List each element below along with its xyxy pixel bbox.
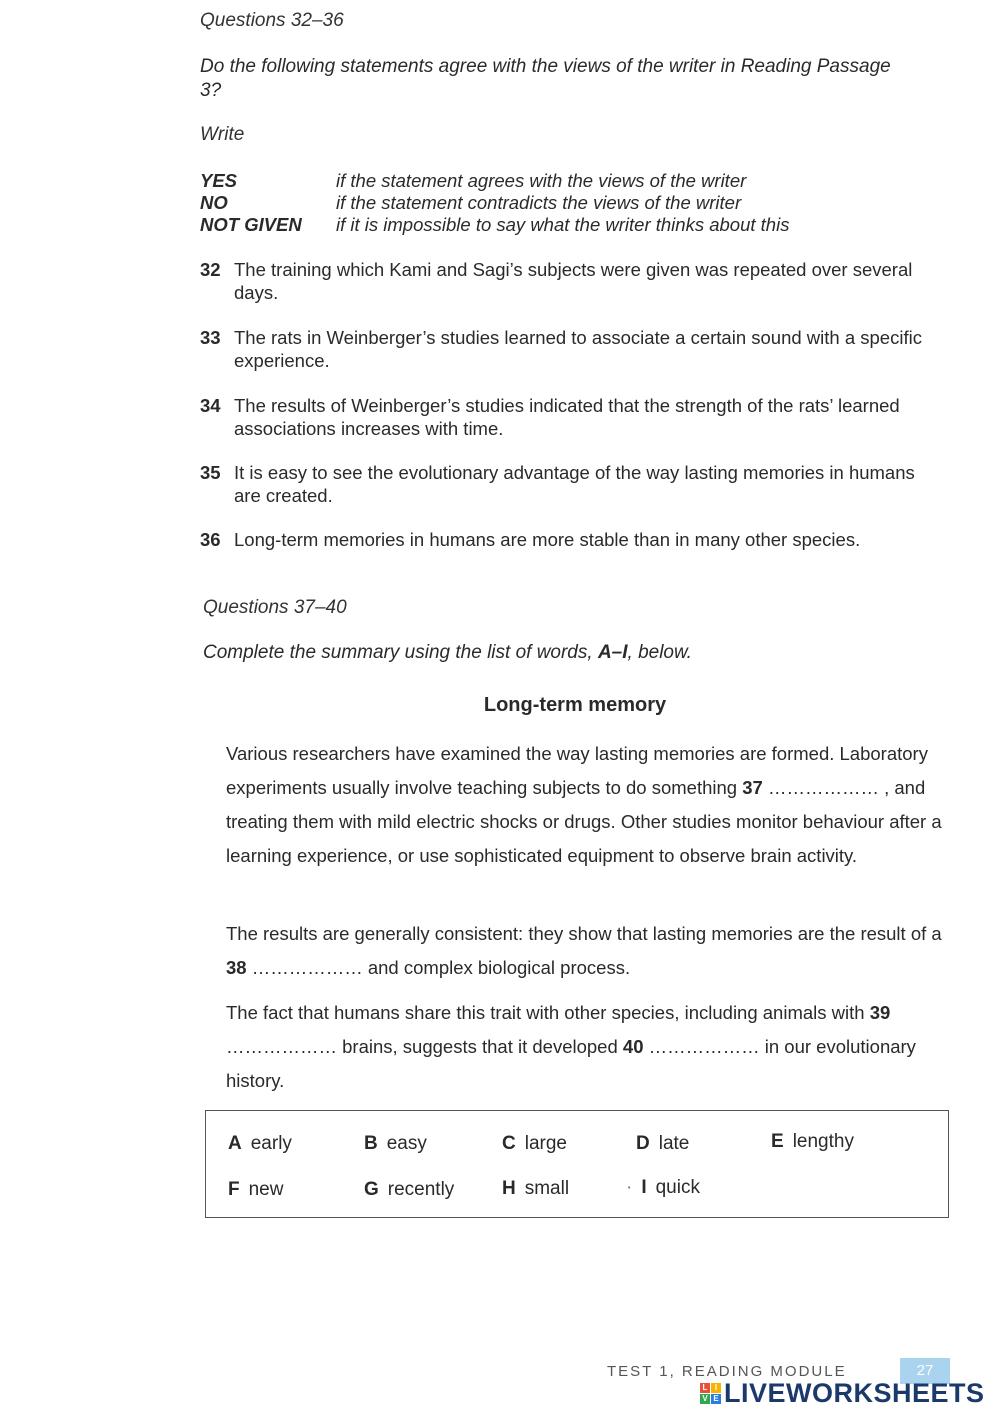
statement-number: 34 xyxy=(200,395,221,416)
statement-32 xyxy=(200,258,940,304)
key-desc: if it is impossible to say what the writer thinks about this xyxy=(336,214,790,235)
paragraph-text: and complex biological process. xyxy=(367,957,631,978)
key-term: NO xyxy=(200,192,228,213)
questions-37-40-heading: Questions 37–40 xyxy=(203,597,347,618)
paragraph-text: Various researchers have examined the way lasting memories are formed. Laboratory experiments usually involve teaching subjects to do something xyxy=(226,743,928,798)
option-i: · I quick xyxy=(626,1177,700,1198)
statement-text: The results of Weinberger’s studies indicated that the strength of the rats’ learned associations increases with time. xyxy=(234,395,900,439)
answer-blank-40[interactable]: ……………… xyxy=(648,1036,760,1057)
statement-34 xyxy=(200,394,940,440)
questions-32-36-heading: Questions 32–36 xyxy=(200,10,344,31)
page-number-badge: 27 xyxy=(900,1358,950,1384)
liveworksheets-brand-text: LIVEWORKSHEETS xyxy=(724,1378,985,1408)
summary-instruction xyxy=(203,641,903,665)
statement-text: Long-term memories in humans are more stable than in many other species. xyxy=(234,529,861,550)
word-list-box xyxy=(205,1110,949,1218)
statement-number: 32 xyxy=(200,259,221,280)
liveworksheets-icon: L I V E xyxy=(700,1383,721,1404)
instruction-range: A–I xyxy=(597,642,628,663)
instruction-text: Do the following statements agree with the views of the writer in Reading Passage 3? xyxy=(200,56,891,101)
summary-paragraph-3 xyxy=(226,996,946,1098)
question-number-38: 38 xyxy=(226,957,247,978)
answer-blank-38[interactable]: ……………… xyxy=(251,957,363,978)
paragraph-text: in our evolutionary history. xyxy=(226,1036,916,1091)
summary-paragraph-2 xyxy=(226,917,946,985)
statement-text: The rats in Weinberger’s studies learned to associate a certain sound with a specific experience. xyxy=(234,327,922,371)
key-row-yes xyxy=(200,170,789,192)
statement-number: 35 xyxy=(200,462,221,483)
option-g: G recently xyxy=(364,1179,455,1200)
option-h: H small xyxy=(502,1178,570,1199)
option-d: D late xyxy=(636,1133,690,1154)
statement-text: The training which Kami and Sagi’s subjects were given was repeated over several days. xyxy=(234,259,913,303)
answer-blank-39[interactable]: ……………… xyxy=(226,1036,337,1057)
paragraph-text: , and treating them with mild electric shocks or drugs. Other studies monitor behaviour after a learning experience, or use sophisticated equipment to observe brain activity. xyxy=(226,777,942,866)
summary-title: Long-term memory xyxy=(483,694,667,716)
paragraph-text: The results are generally consistent: they show that lasting memories are the result of a xyxy=(226,923,942,944)
option-e: E lengthy xyxy=(771,1131,854,1152)
key-row-no xyxy=(200,192,789,214)
write-label: Write xyxy=(200,124,245,145)
key-desc: if the statement contradicts the views of the writer xyxy=(336,192,742,213)
key-desc: if the statement agrees with the views of the writer xyxy=(336,170,747,191)
statement-36 xyxy=(200,528,940,551)
key-term: NOT GIVEN xyxy=(200,214,302,235)
key-row-not-given xyxy=(200,214,789,236)
option-f: F new xyxy=(228,1179,284,1200)
statement-number: 33 xyxy=(200,327,221,348)
instruction-pre: Complete the summary using the list of words, xyxy=(203,642,598,663)
question-number-39: 39 xyxy=(869,1002,891,1023)
footer-label: TEST 1, READING MODULE xyxy=(607,1363,847,1380)
statement-33 xyxy=(200,326,940,372)
statement-35 xyxy=(200,461,940,507)
paragraph-text: The fact that humans share this trait with other species, including animals with xyxy=(226,1002,865,1023)
statement-text: It is easy to see the evolutionary advantage of the way lasting memories in humans are created. xyxy=(234,462,915,506)
instruction-post: , below. xyxy=(627,642,692,663)
answer-key-table xyxy=(200,170,789,236)
option-b: B easy xyxy=(364,1133,427,1154)
key-term: YES xyxy=(200,170,238,191)
option-c: C large xyxy=(502,1133,567,1154)
question-number-40: 40 xyxy=(622,1036,644,1057)
liveworksheets-logo xyxy=(700,1378,985,1409)
option-a: A early xyxy=(228,1133,292,1154)
paragraph-text: brains, suggests that it developed xyxy=(342,1036,618,1057)
summary-paragraph-1 xyxy=(226,737,946,873)
statement-number: 36 xyxy=(200,529,221,550)
answer-blank-37[interactable]: ……………… xyxy=(767,777,879,798)
question-number-37: 37 xyxy=(742,777,763,798)
